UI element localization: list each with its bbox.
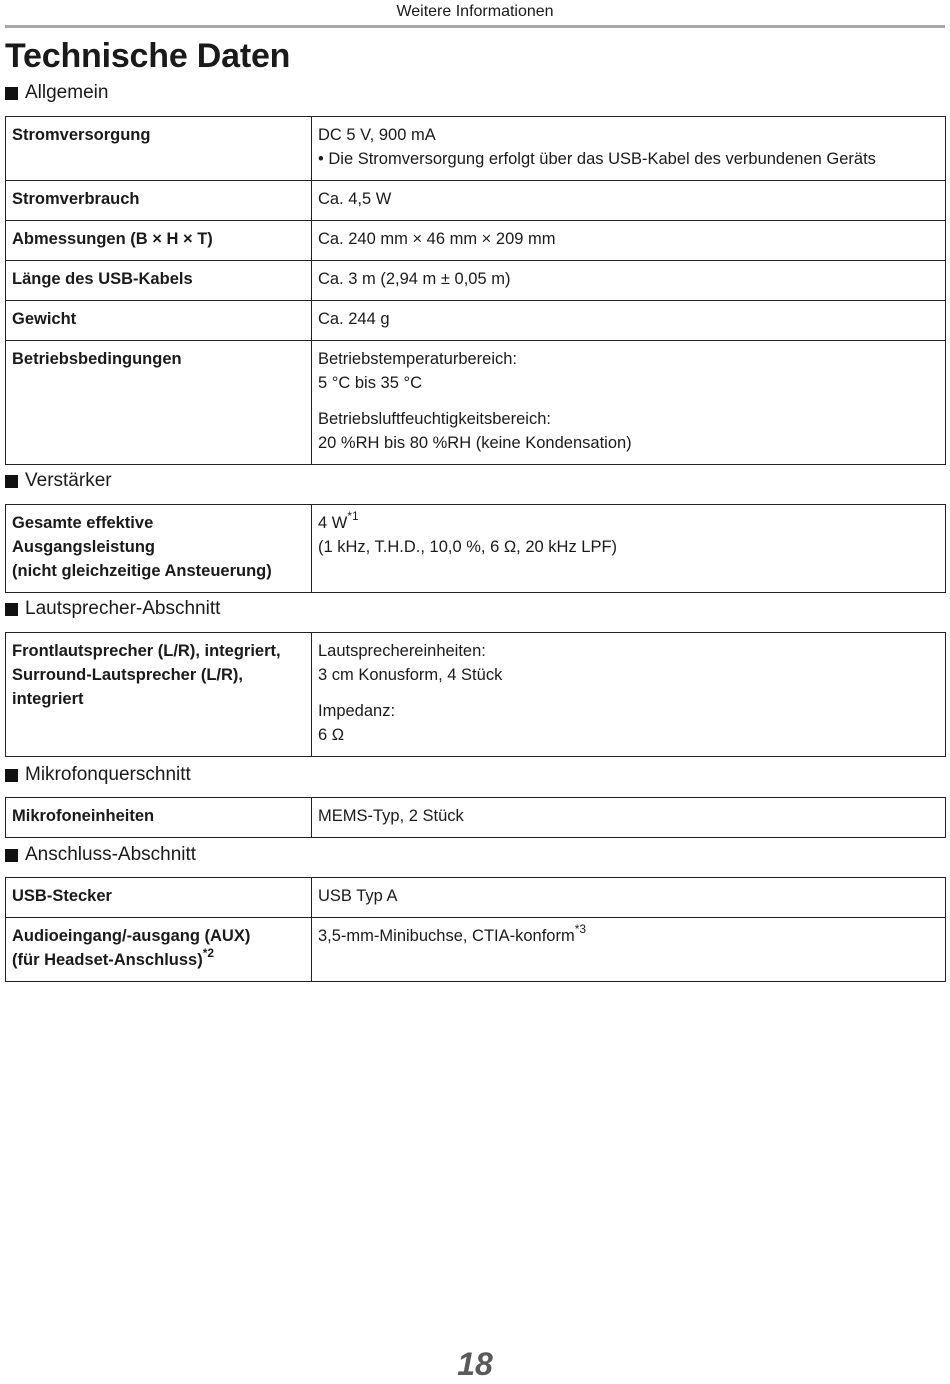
spec-table-mikrofon xyxy=(5,797,946,838)
value-text: 20 %RH bis 80 %RH (keine Kondensation) xyxy=(318,434,632,452)
section-heading-anschluss xyxy=(5,843,196,867)
running-header: Weitere Informationen xyxy=(396,3,554,20)
page-number: 18 xyxy=(457,1346,493,1382)
label-text: Mikrofoneinheiten xyxy=(12,807,155,825)
section-bullet-icon xyxy=(5,769,18,782)
table-row xyxy=(6,301,946,341)
value-text: MEMS-Typ, 2 Stück xyxy=(318,807,464,825)
table-row xyxy=(6,505,946,593)
section-heading-lautsprecher xyxy=(5,597,220,621)
section-bullet-icon xyxy=(5,603,18,616)
spec-value xyxy=(312,878,946,918)
spec-label xyxy=(6,798,312,838)
label-text: Gewicht xyxy=(12,310,77,328)
label-text: Länge des USB-Kabels xyxy=(12,270,193,288)
value-text: Lautsprechereinheiten: xyxy=(318,642,486,660)
spec-value xyxy=(312,798,946,838)
value-text: DC 5 V, 900 mA xyxy=(318,126,436,144)
label-text: integriert xyxy=(12,690,84,708)
section-bullet-icon xyxy=(5,475,18,488)
table-row xyxy=(6,878,946,918)
value-text: Ca. 240 mm × 46 mm × 209 mm xyxy=(318,230,556,248)
spec-value xyxy=(312,221,946,261)
label-text: Betriebsbedingungen xyxy=(12,350,182,368)
spec-value xyxy=(312,918,946,982)
table-row xyxy=(6,341,946,465)
value-text: 6 Ω xyxy=(318,726,345,744)
section-heading-text: Verstärker xyxy=(25,470,112,491)
section-heading-mikrofon xyxy=(5,763,191,787)
spec-table-lautsprecher xyxy=(5,632,946,757)
value-text: • Die Stromversorgung erfolgt über das USB-Kabel des verbundenen Geräts xyxy=(318,150,876,168)
footnote-ref: *2 xyxy=(202,946,215,960)
spec-value xyxy=(312,181,946,221)
label-text: Stromversorgung xyxy=(12,126,151,144)
section-heading-text: Allgemein xyxy=(25,82,109,103)
table-row xyxy=(6,918,946,982)
section-heading-text: Anschluss-Abschnitt xyxy=(25,844,197,865)
label-text: Gesamte effektive xyxy=(12,514,154,532)
section-heading-allgemein xyxy=(5,81,108,105)
spec-value xyxy=(312,633,946,757)
value-text: (1 kHz, T.H.D., 10,0 %, 6 Ω, 20 kHz LPF) xyxy=(318,538,618,556)
label-text: (für Headset-Anschluss) xyxy=(12,951,203,969)
spec-label xyxy=(6,878,312,918)
table-row xyxy=(6,798,946,838)
value-text: Ca. 4,5 W xyxy=(318,190,392,208)
value-text: 3,5-mm-Minibuchse, CTIA-konform xyxy=(318,927,575,945)
section-heading-verstaerker xyxy=(5,469,112,493)
header-rule xyxy=(5,25,945,28)
section-heading-text: Mikrofonquerschnitt xyxy=(25,764,191,785)
spec-label xyxy=(6,505,312,593)
label-text: Surround-Lautsprecher (L/R), xyxy=(12,666,244,684)
section-bullet-icon xyxy=(5,87,18,100)
spec-label xyxy=(6,341,312,465)
spec-label xyxy=(6,918,312,982)
value-text: USB Typ A xyxy=(318,887,398,905)
table-row xyxy=(6,261,946,301)
footnote-ref: *3 xyxy=(574,922,587,936)
section-bullet-icon xyxy=(5,849,18,862)
spec-label xyxy=(6,117,312,181)
spec-value xyxy=(312,261,946,301)
label-text: USB-Stecker xyxy=(12,887,112,905)
spec-table-allgemein xyxy=(5,116,946,465)
label-text: Ausgangsleistung xyxy=(12,538,156,556)
value-text: 3 cm Konusform, 4 Stück xyxy=(318,666,503,684)
table-row xyxy=(6,181,946,221)
value-text: Impedanz: xyxy=(318,702,396,720)
label-text: (nicht gleichzeitige Ansteuerung) xyxy=(12,562,272,580)
value-text: 5 °C bis 35 °C xyxy=(318,374,422,392)
label-text: Frontlautsprecher (L/R), integriert, xyxy=(12,642,281,660)
spec-table-verstaerker xyxy=(5,504,946,593)
value-text: Ca. 3 m (2,94 m ± 0,05 m) xyxy=(318,270,511,288)
table-row xyxy=(6,221,946,261)
value-text: Betriebsluftfeuchtigkeitsbereich: xyxy=(318,410,551,428)
spec-table-anschluss xyxy=(5,877,946,982)
value-text: Ca. 244 g xyxy=(318,310,390,328)
spec-value xyxy=(312,341,946,465)
spec-label xyxy=(6,261,312,301)
spec-label xyxy=(6,301,312,341)
value-text: Betriebstemperaturbereich: xyxy=(318,350,518,368)
section-heading-text: Lautsprecher-Abschnitt xyxy=(25,598,221,619)
footnote-ref: *1 xyxy=(347,509,359,523)
label-text: Stromverbrauch xyxy=(12,190,140,208)
value-text: 4 W xyxy=(318,514,348,532)
label-text: Audioeingang/-ausgang (AUX) xyxy=(12,927,251,945)
spec-value xyxy=(312,117,946,181)
spec-value xyxy=(312,505,946,593)
table-row xyxy=(6,633,946,757)
label-text: Abmessungen (B × H × T) xyxy=(12,230,213,248)
spec-label xyxy=(6,181,312,221)
spec-label xyxy=(6,221,312,261)
table-row xyxy=(6,117,946,181)
spec-label xyxy=(6,633,312,757)
spec-value xyxy=(312,301,946,341)
page-title: Technische Daten xyxy=(5,37,291,75)
